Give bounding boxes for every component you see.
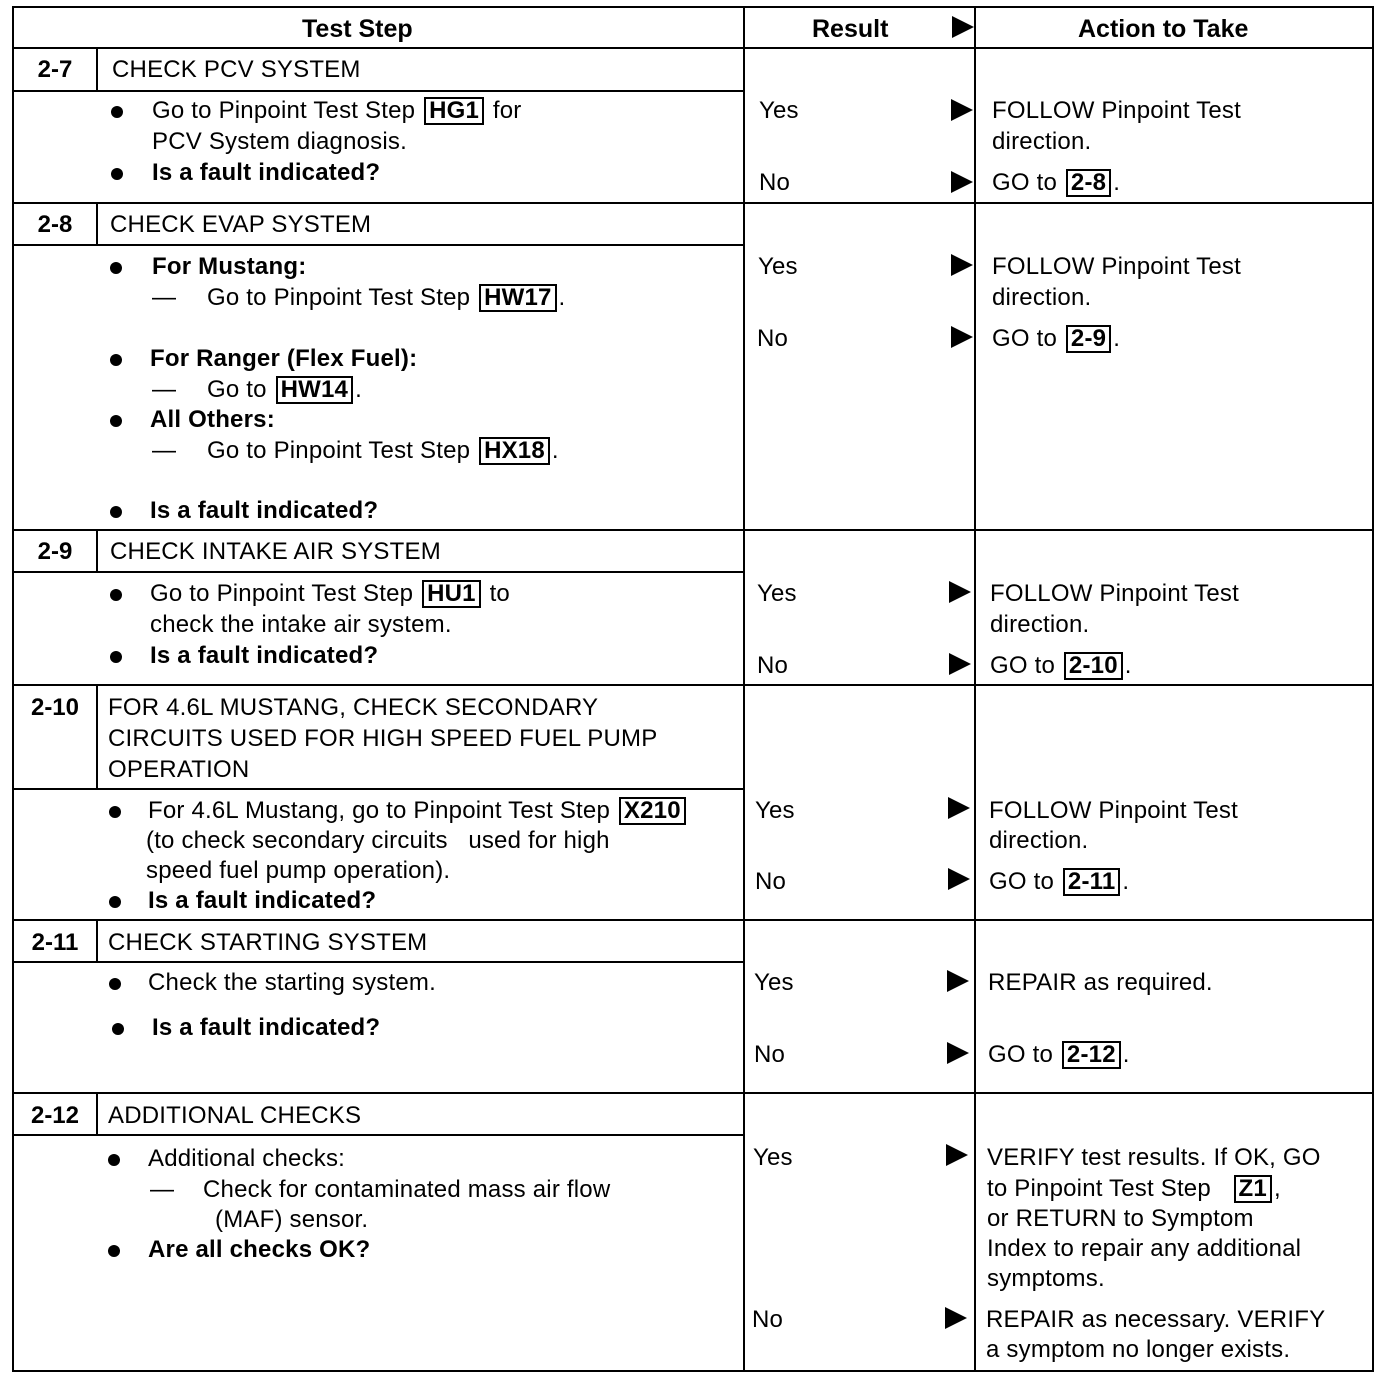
step-instruction-cont: (to check secondary circuits used for high [146, 827, 610, 854]
action-yes-cont: Index to repair any additional [987, 1235, 1302, 1262]
column-divider-action [974, 6, 976, 1372]
bullet-icon [111, 106, 123, 118]
bullet-icon [110, 415, 122, 427]
bullet-icon [108, 1245, 120, 1257]
number-divider [96, 1092, 98, 1135]
step-title: FOR 4.6L MUSTANG, CHECK SECONDARY [108, 694, 599, 721]
pinpoint-ref: HW17 [479, 284, 556, 312]
arrow-right-icon [951, 326, 973, 348]
header-divider [12, 47, 1374, 49]
step-instruction: Check the starting system. [148, 969, 436, 996]
result-no: No [757, 325, 789, 352]
result-no: No [754, 1041, 786, 1068]
pinpoint-ref: X210 [619, 797, 686, 825]
action-yes-cont: direction. [990, 611, 1090, 638]
action-yes-cont: direction. [992, 128, 1092, 155]
sub-instruction: Go to Pinpoint Test Step HW17 . [207, 284, 566, 311]
result-no: No [755, 868, 787, 895]
arrow-right-icon [951, 254, 973, 276]
step-number: 2-11 [31, 929, 79, 956]
arrow-right-icon [948, 868, 970, 890]
action-yes-cont: symptoms. [987, 1265, 1105, 1292]
pinpoint-ref: HX18 [479, 437, 550, 465]
column-divider-result [743, 6, 745, 1372]
step-instruction-cont: check the intake air system. [150, 611, 452, 638]
number-divider [96, 529, 98, 572]
action-no: GO to 2-9 . [992, 325, 1121, 352]
step-ref: 2-12 [1062, 1041, 1121, 1069]
number-divider [96, 202, 98, 245]
step-number: 2-8 [37, 211, 73, 238]
step-title: CHECK PCV SYSTEM [112, 56, 361, 83]
result-no: No [759, 169, 791, 196]
step-title: CHECK INTAKE AIR SYSTEM [110, 538, 441, 565]
dash-marker: — [152, 376, 176, 403]
title-underline [12, 571, 744, 573]
action-yes-cont: to Pinpoint Test Step Z1 , [987, 1175, 1281, 1202]
action-yes: FOLLOW Pinpoint Test [992, 253, 1241, 280]
step-ref: 2-10 [1064, 652, 1123, 680]
bullet-icon [110, 651, 122, 663]
step-question: Is a fault indicated? [152, 1014, 381, 1041]
pinpoint-ref: HG1 [424, 97, 484, 125]
table-border-right [1372, 6, 1374, 1372]
bullet-icon [111, 168, 123, 180]
arrow-right-icon [949, 581, 971, 603]
action-yes: REPAIR as required. [988, 969, 1213, 996]
pinpoint-ref: HU1 [422, 580, 481, 608]
bullet-icon [110, 262, 122, 274]
sub-instruction: Check for contaminated mass air flow [203, 1176, 611, 1203]
title-underline [12, 244, 744, 246]
arrow-right-icon [947, 970, 969, 992]
action-no: GO to 2-12 . [988, 1041, 1130, 1068]
arrow-right-icon [949, 653, 971, 675]
arrow-right-icon [951, 171, 973, 193]
sub-instruction: Go to HW14 . [207, 376, 362, 403]
step-number: 2-10 [30, 694, 80, 721]
sub-instruction: Go to Pinpoint Test Step HX18 . [207, 437, 559, 464]
step-question: Is a fault indicated? [150, 497, 379, 524]
action-yes-cont: or RETURN to Symptom [987, 1205, 1254, 1232]
step-title-cont: CIRCUITS USED FOR HIGH SPEED FUEL PUMP [108, 725, 658, 752]
title-underline [12, 1134, 744, 1136]
step-title: ADDITIONAL CHECKS [108, 1102, 362, 1129]
step-number: 2-7 [37, 56, 73, 83]
step-instruction-cont: speed fuel pump operation). [146, 857, 451, 884]
step-instruction: Additional checks: [148, 1145, 346, 1172]
step-number: 2-12 [30, 1102, 80, 1129]
bullet-icon [109, 978, 121, 990]
arrow-right-icon [951, 99, 973, 121]
arrow-right-icon [946, 1144, 968, 1166]
result-yes: Yes [757, 580, 797, 607]
table-border-top [12, 6, 1374, 8]
row-divider [12, 919, 1374, 921]
condition-label: For Mustang: [152, 253, 307, 280]
row-divider [12, 202, 1374, 204]
arrow-right-icon [948, 797, 970, 819]
action-no: GO to 2-11 . [989, 868, 1130, 895]
dash-marker: — [152, 437, 176, 464]
step-title: CHECK EVAP SYSTEM [110, 211, 372, 238]
action-no: GO to 2-10 . [990, 652, 1132, 679]
action-yes: FOLLOW Pinpoint Test [992, 97, 1241, 124]
result-yes: Yes [758, 253, 798, 280]
result-yes: Yes [753, 1144, 793, 1171]
step-title: CHECK STARTING SYSTEM [108, 929, 428, 956]
action-yes-cont: direction. [989, 827, 1089, 854]
bullet-icon [110, 506, 122, 518]
action-no: REPAIR as necessary. VERIFY [986, 1306, 1326, 1333]
step-instruction: For 4.6L Mustang, go to Pinpoint Test Step X210 [148, 796, 688, 826]
action-yes-cont: direction. [992, 284, 1092, 311]
condition-label: For Ranger (Flex Fuel): [150, 345, 418, 372]
arrow-right-icon [945, 1307, 967, 1329]
result-yes: Yes [759, 97, 799, 124]
title-underline [12, 961, 744, 963]
table-border-bottom [12, 1370, 1374, 1372]
row-divider [12, 684, 1374, 686]
arrow-right-icon [947, 1042, 969, 1064]
header-result: Result [812, 15, 889, 43]
header-arrow-icon [952, 16, 974, 38]
row-divider [12, 529, 1374, 531]
header-test-step: Test Step [302, 15, 413, 43]
step-question: Is a fault indicated? [150, 642, 379, 669]
number-divider [96, 47, 98, 91]
step-instruction: Go to Pinpoint Test Step HU1 to [150, 580, 510, 607]
bullet-icon [110, 354, 122, 366]
bullet-icon [109, 896, 121, 908]
action-yes: FOLLOW Pinpoint Test [990, 580, 1239, 607]
result-yes: Yes [755, 797, 795, 824]
pinpoint-ref: HW14 [276, 376, 353, 404]
dash-marker: — [152, 284, 176, 311]
bullet-icon [109, 806, 121, 818]
title-underline [12, 788, 744, 790]
action-no-cont: a symptom no longer exists. [986, 1336, 1291, 1363]
dash-marker: — [150, 1176, 174, 1203]
step-question: Is a fault indicated? [152, 159, 381, 186]
step-question: Are all checks OK? [148, 1236, 371, 1263]
result-no: No [757, 652, 789, 679]
action-yes: FOLLOW Pinpoint Test [989, 797, 1238, 824]
title-underline [12, 90, 744, 92]
bullet-icon [110, 589, 122, 601]
action-no: GO to 2-8 . [992, 169, 1121, 196]
step-ref: 2-9 [1066, 325, 1111, 353]
step-title-cont: OPERATION [108, 756, 250, 783]
number-divider [96, 684, 98, 789]
step-ref: 2-11 [1063, 868, 1121, 896]
pinpoint-ref: Z1 [1234, 1175, 1272, 1203]
step-ref: 2-8 [1066, 169, 1111, 197]
step-question: Is a fault indicated? [148, 887, 377, 914]
sub-instruction-cont: (MAF) sensor. [215, 1206, 369, 1233]
step-number: 2-9 [37, 538, 73, 565]
step-instruction: Go to Pinpoint Test Step HG1 for [152, 97, 522, 124]
condition-label: All Others: [150, 406, 275, 433]
bullet-icon [112, 1023, 124, 1035]
action-yes: VERIFY test results. If OK, GO [987, 1144, 1321, 1171]
header-action: Action to Take [1078, 15, 1249, 43]
number-divider [96, 919, 98, 962]
step-instruction-cont: PCV System diagnosis. [152, 128, 407, 155]
bullet-icon [108, 1154, 120, 1166]
row-divider [12, 1092, 1374, 1094]
result-no: No [752, 1306, 784, 1333]
result-yes: Yes [754, 969, 794, 996]
